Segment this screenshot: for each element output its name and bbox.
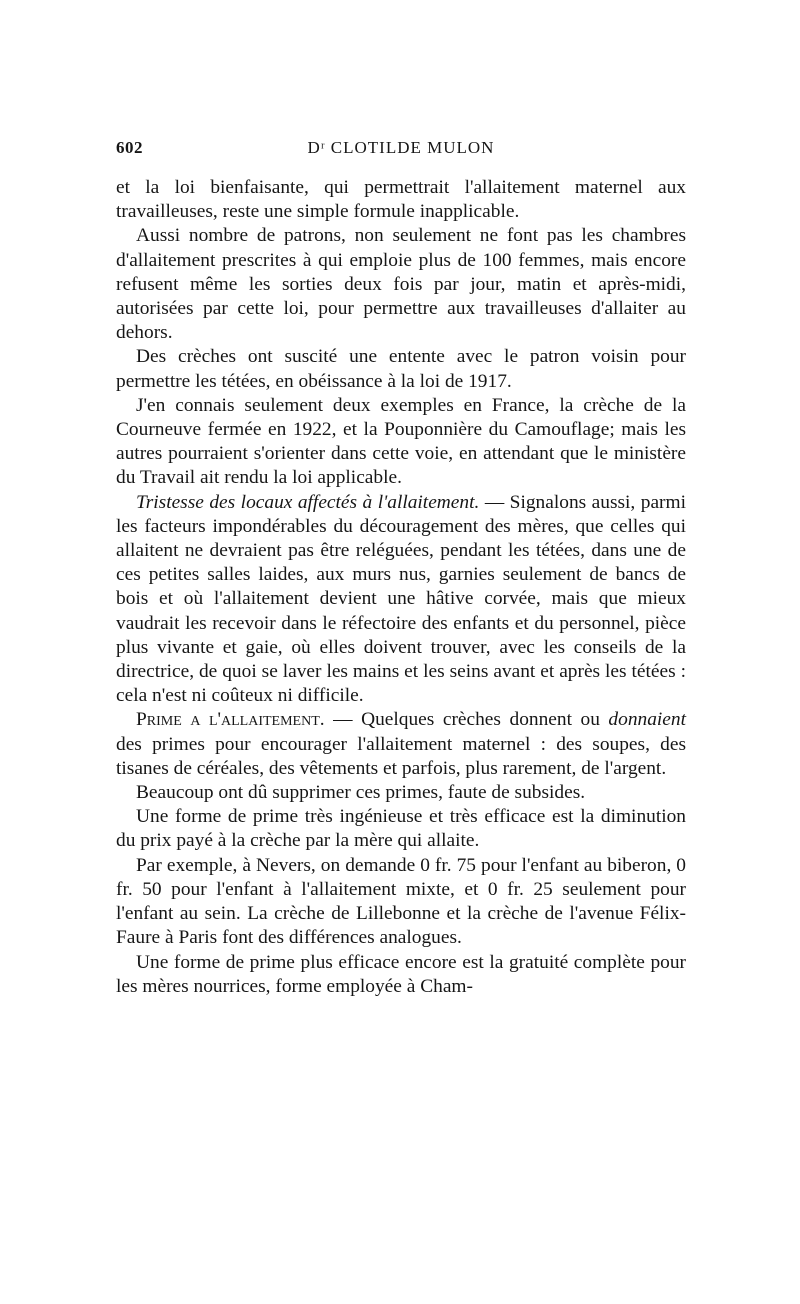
paragraph <box>116 491 686 709</box>
running-title: Dʳ CLOTILDE MULON <box>307 138 495 157</box>
paragraph <box>116 345 686 393</box>
paragraph-text: Beaucoup ont dû supprimer ces primes, faute de subsides. <box>136 782 586 804</box>
paragraph-text: — Signalons aussi, parmi les facteurs impondérables du découragement des mères, que celles qui allaitent ne devraient pas être reléguées, pendant les tétées, dans une de ces petites salles laides, aux murs nus, garnies seulement de bancs de bois et où l'allaitement devient une hâtive corvée, mais que mieux vaudrait les recevoir dans le réfectoire des enfants et du personnel, pièce plus vivante et gaie, où elles doivent trouver, avec les conseils de la directrice, de quoi se laver les mains et les seins avant et après les tétées : cela n'est ni coûteux ni difficile. <box>116 491 686 707</box>
paragraph-text: Par exemple, à Nevers, on demande 0 fr. 75 pour l'enfant au biberon, 0 fr. 50 pour l'enfant à l'allaitement mixte, et 0 fr. 25 seulement pour l'enfant au sein. La crèche de Lillebonne et la crèche de l'avenue Félix-Faure à Paris font des différences analogues. <box>116 854 686 949</box>
paragraph <box>116 394 686 491</box>
paragraph <box>116 224 686 345</box>
paragraph-text: Aussi nombre de patrons, non seulement ne font pas les chambres d'allaitement prescrites à qui emploie plus de 100 femmes, mais encore refusent même les sorties deux fois par jour, matin et après-midi, autorisées par cette loi, pour permettre aux travailleuses d'allaiter au dehors. <box>116 225 686 344</box>
paragraph-text: J'en connais seulement deux exemples en France, la crèche de la Courneuve fermée en 1922, et la Pouponnière du Camouflage; mais les autres pourraient s'orienter dans cette voie, en attendant que le ministère du Travail ait rendu la loi applicable. <box>116 394 686 489</box>
paragraph <box>116 176 686 224</box>
section-heading: Prime a l'allaitement. <box>136 709 325 731</box>
paragraph-text: des primes pour encourager l'allaitement maternel : des soupes, des tisanes de céréales, des vêtements et parfois, plus rarement, de l'argent. <box>116 733 686 779</box>
paragraph-text: — Quelques crèches donnent ou <box>324 709 609 731</box>
paragraph <box>116 854 686 951</box>
paragraph-text: Des crèches ont suscité une entente avec le patron voisin pour permettre les tétées, en obéissance à la loi de 1917. <box>116 346 686 392</box>
italic-word: donnaient <box>608 709 686 731</box>
section-heading: Tristesse des locaux affectés à l'allaitement. <box>136 491 480 513</box>
body-text <box>116 176 686 999</box>
paragraph-text: Une forme de prime plus efficace encore est la gratuité complète pour les mères nourrices, forme employée à Cham- <box>116 951 686 997</box>
paragraph <box>116 708 686 781</box>
paragraph-text: et la loi bienfaisante, qui permettrait l'allaitement maternel aux travailleuses, reste une simple formule inapplicable. <box>116 177 686 223</box>
paragraph <box>116 951 686 999</box>
page-header <box>116 138 686 168</box>
book-page <box>116 138 686 999</box>
page-number: 602 <box>116 138 143 157</box>
paragraph <box>116 781 686 805</box>
paragraph-text: Une forme de prime très ingénieuse et très efficace est la diminution du prix payé à la crèche par la mère qui allaite. <box>116 806 686 852</box>
paragraph <box>116 805 686 853</box>
